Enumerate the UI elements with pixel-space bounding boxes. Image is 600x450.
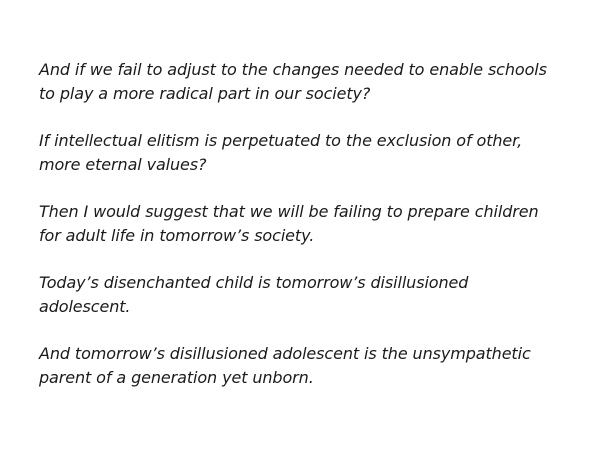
text-line: adolescent. — [39, 296, 131, 316]
paragraph — [39, 129, 580, 176]
paragraph — [39, 342, 580, 389]
text-line: And tomorrow’s disillusioned adolescent is the unsympathetic — [39, 344, 531, 363]
text-line: more eternal values? — [39, 154, 207, 174]
text-line: Today’s disenchanted child is tomorrow’s disillusioned — [39, 273, 469, 292]
text-line: Then I would suggest that we will be failing to prepare children — [39, 202, 539, 221]
text-line: for adult life in tomorrow’s society. — [39, 225, 315, 245]
text-line: parent of a generation yet unborn. — [39, 367, 314, 387]
quote-text-block — [39, 58, 580, 389]
paragraph — [39, 271, 580, 318]
text-line: If intellectual elitism is perpetuated to the exclusion of other, — [39, 131, 523, 150]
text-line: to play a more radical part in our society? — [39, 83, 371, 103]
paragraph — [39, 58, 580, 105]
paragraph — [39, 200, 580, 247]
text-line: And if we fail to adjust to the changes needed to enable schools — [39, 60, 547, 79]
